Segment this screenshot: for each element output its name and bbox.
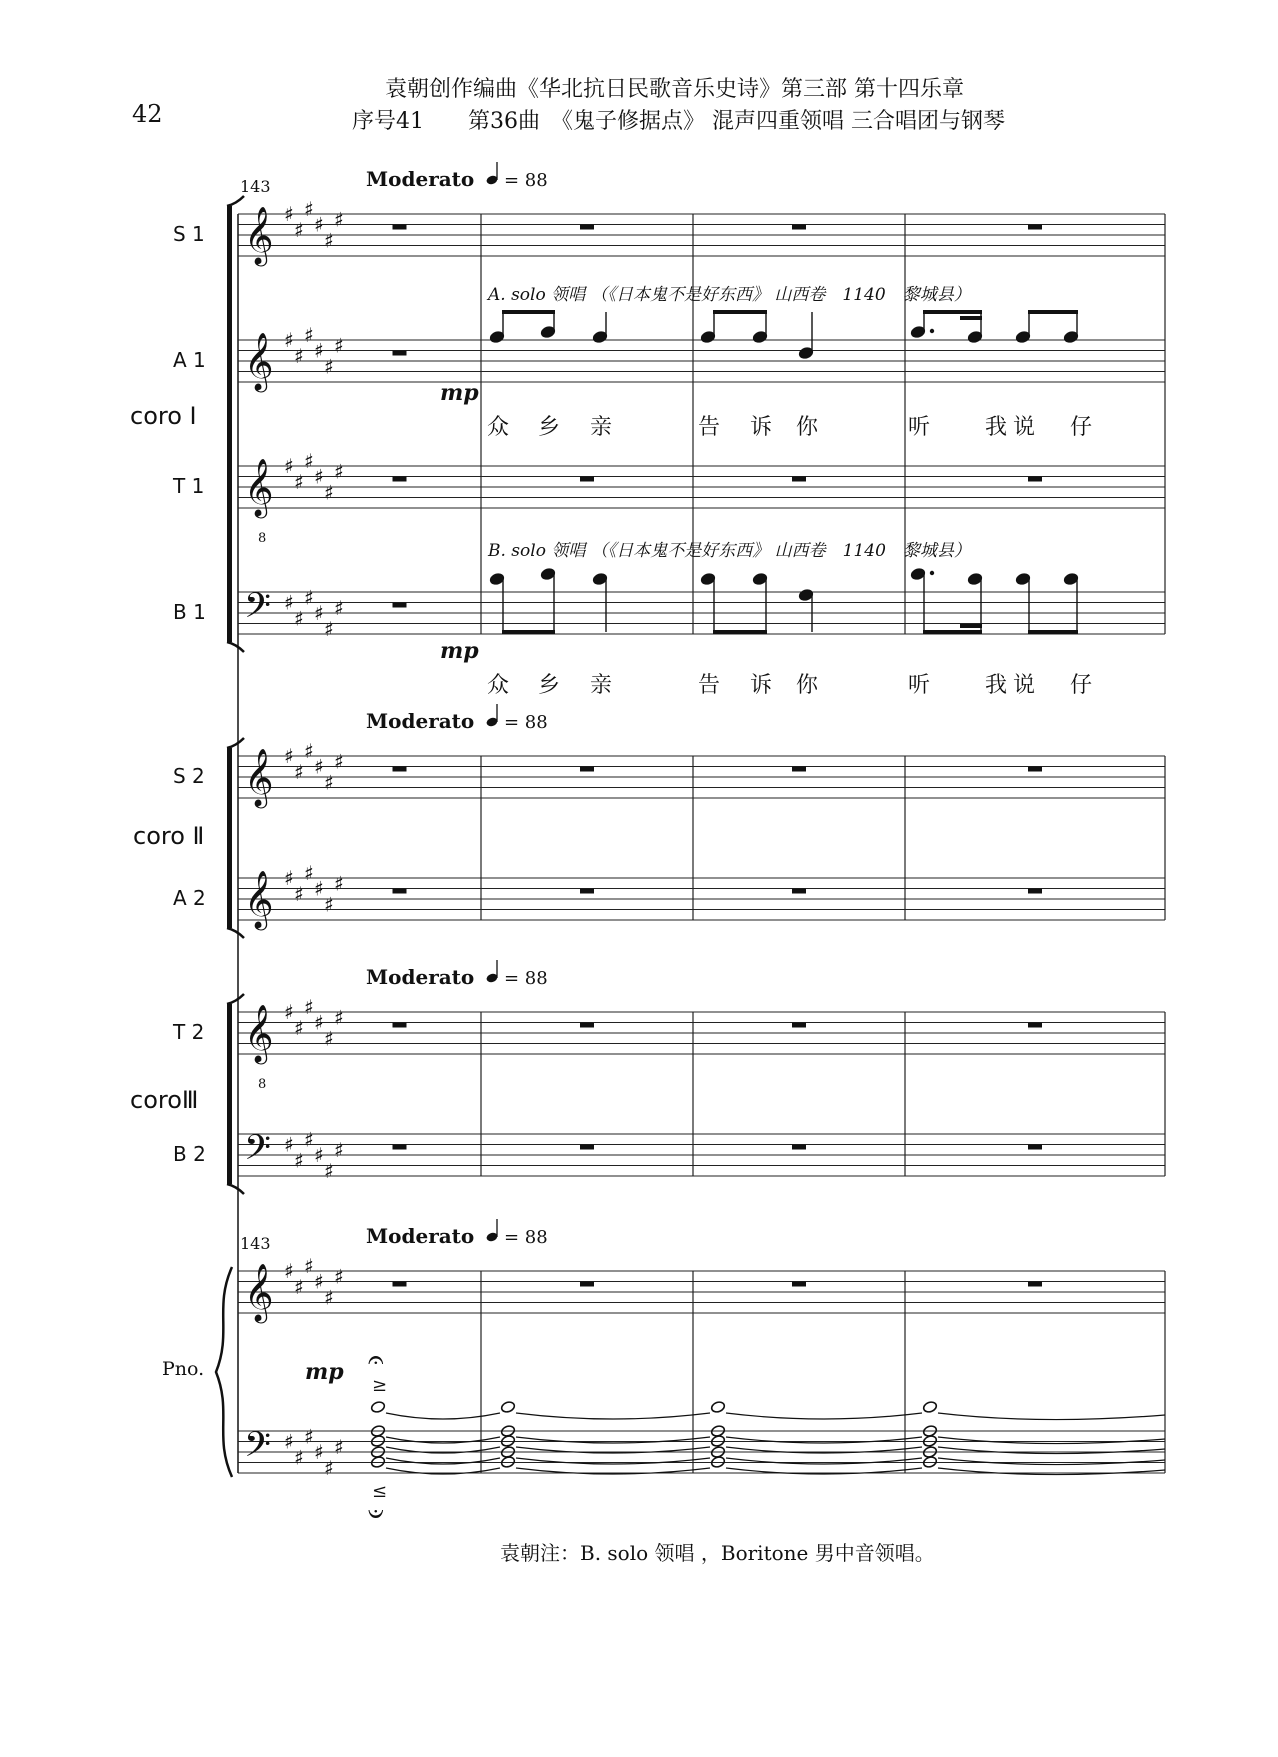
choir-label-coro2: coro Ⅱ [133,822,205,850]
sharp-sign: ♯ [334,207,344,232]
whole-rest [580,889,594,894]
header-subtitle: 序号41 第36曲 《鬼子修据点》 混声四重领唱 三合唱团与钢琴 [352,109,1005,134]
octave-mark: 8 [258,531,267,546]
treble-clef: 𝄞 [244,458,274,516]
sharp-sign: ♯ [284,1132,294,1157]
header-title: 袁朝创作编曲《华北抗日民歌音乐史诗》第三部 第十四乐章 [385,77,964,102]
whole-rest [1028,767,1042,772]
tie [516,1458,710,1464]
whole-rest [792,225,806,230]
bracket-hook [227,738,244,748]
sharp-sign: ♯ [284,590,294,615]
chord-note [370,1400,385,1413]
whole-rest [580,225,594,230]
treble-clef: 𝄞 [244,1004,274,1062]
staff-label-s1: S 1 [173,222,205,246]
staff-label-t1: T 1 [173,474,205,498]
sharp-sign: ♯ [334,871,344,896]
lyric-syllable: 众 [487,673,510,698]
treble-clef: 𝄞 [244,1263,274,1321]
sharp-sign: ♯ [334,1137,344,1162]
measure-number: 143 [240,1234,271,1253]
sharp-sign: ♯ [304,1424,314,1449]
sharp-sign: ♯ [324,1026,334,1051]
fermata: 𝄑 [368,1497,384,1530]
lyric-syllable: 听 [908,415,931,440]
bass-clef: 𝄢 [244,1424,272,1473]
sharp-sign: ♯ [314,1269,324,1294]
staff-label-s2: S 2 [173,764,205,788]
lyric-syllable: 仔 [1070,673,1093,698]
whole-rest [580,1282,594,1287]
chord-note [500,1400,515,1413]
lyric-syllable: 众 [487,415,510,440]
bracket-hook [227,1184,244,1194]
staff-label-b2: B 2 [173,1142,206,1166]
sharp-sign: ♯ [324,228,334,253]
lyric-syllable: 我 [985,673,1008,698]
note-beam [713,630,767,634]
lyric-syllable: 诉 [750,415,773,440]
sharp-sign: ♯ [294,1148,304,1173]
sharp-sign: ♯ [284,328,294,352]
sharp-sign: ♯ [334,459,344,484]
sharp-sign: ♯ [304,448,314,473]
sharp-sign: ♯ [284,1259,294,1283]
sharp-sign: ♯ [304,1253,314,1278]
whole-rest [393,1282,407,1287]
lyric-syllable: 诉 [750,673,773,698]
accent: ≤ [372,1481,388,1502]
whole-rest [1028,1023,1042,1028]
sharp-sign: ♯ [304,860,314,885]
tie [516,1413,710,1419]
lyric-syllable: 告 [698,415,721,440]
sharp-sign: ♯ [284,1429,294,1454]
tie [386,1458,500,1464]
sharp-sign: ♯ [294,881,304,906]
sharp-sign: ♯ [314,754,324,779]
choir-label-coro1: coro Ⅰ [130,402,197,430]
sharp-sign: ♯ [304,1127,314,1152]
tempo-value: = 88 [504,1227,548,1248]
sharp-sign: ♯ [304,196,314,221]
alto-solo-direction: A. solo 领唱 （《日本鬼不是好东西》 山西卷 1140 黎城县） [488,285,971,305]
tie [938,1437,1165,1444]
tie [386,1437,500,1443]
sharp-sign: ♯ [334,333,344,358]
lyric-syllable: 你 [796,673,819,698]
whole-rest [580,1023,594,1028]
sharp-sign: ♯ [284,744,294,768]
choir-label-coro3: coroⅢ [130,1086,199,1114]
sharp-sign: ♯ [314,1440,324,1464]
note-beam [502,310,555,314]
note-beam [1028,630,1078,634]
whole-rest [393,603,407,608]
choir-bracket [227,748,232,928]
staff-label-t2: T 2 [173,1020,205,1044]
whole-rest [1028,477,1042,482]
bass-clef: 𝄢 [244,1127,272,1176]
lyric-syllable: 仔 [1070,415,1093,440]
whole-rest [792,767,806,772]
sharp-sign: ♯ [314,1010,324,1035]
whole-rest [393,477,407,482]
sharp-sign: ♯ [334,1005,344,1030]
choir-bracket [227,206,232,642]
note-beam [502,630,555,634]
dot [930,571,934,575]
whole-rest [792,477,806,482]
dot [930,329,934,333]
lyric-syllable: 听 [908,673,931,698]
accent: ≥ [372,1375,388,1396]
treble-clef: 𝄞 [244,748,274,806]
sharp-sign: ♯ [294,1445,304,1470]
whole-rest [580,477,594,482]
sharp-sign: ♯ [304,322,314,347]
sharp-sign: ♯ [334,749,344,774]
sharp-sign: ♯ [304,738,314,763]
staff-label-b1: B 1 [173,600,206,624]
choir-bracket [227,1004,232,1184]
tempo-text: Moderato [366,965,475,989]
sharp-sign: ♯ [324,354,334,379]
sharp-sign: ♯ [304,585,314,610]
tie [516,1437,710,1443]
whole-rest [393,351,407,356]
dynamic-mp: mp [440,638,479,664]
sharp-sign: ♯ [294,343,304,368]
note-beam [923,630,982,634]
lyric-syllable: 说 [1013,415,1036,440]
note-beam [1028,310,1078,314]
tie [938,1468,1165,1475]
chord-note [922,1400,937,1413]
tempo-value: = 88 [504,712,548,733]
whole-rest [393,1023,407,1028]
tempo-text: Moderato [366,167,475,191]
sharp-sign: ♯ [334,1434,344,1459]
sharp-sign: ♯ [284,1000,294,1024]
lyric-syllable: 亲 [590,415,613,440]
sharp-sign: ♯ [314,601,324,625]
lyric-syllable: 你 [796,415,819,440]
sharp-sign: ♯ [294,759,304,784]
sharp-sign: ♯ [324,616,334,641]
sharp-sign: ♯ [324,480,334,505]
sharp-sign: ♯ [294,1015,304,1040]
octave-mark: 8 [258,1077,267,1092]
piano-dynamic-mp: mp [305,1359,344,1385]
sharp-sign: ♯ [294,469,304,494]
staff-label-a2: A 2 [173,886,206,910]
staff-label-a1: A 1 [173,348,206,372]
tie [726,1458,922,1464]
sharp-sign: ♯ [284,866,294,890]
sharp-sign: ♯ [314,1143,324,1167]
sharp-sign: ♯ [284,454,294,478]
sharp-sign: ♯ [324,1158,334,1183]
tie [938,1458,1165,1465]
whole-rest [393,1145,407,1150]
whole-rest [580,767,594,772]
tempo-value: = 88 [504,170,548,191]
whole-rest [1028,1145,1042,1150]
note-beam [960,316,982,320]
whole-rest [792,889,806,894]
lyric-syllable: 说 [1013,673,1036,698]
treble-clef: 𝄞 [244,332,274,390]
sharp-sign: ♯ [314,464,324,489]
dynamic-mp: mp [440,380,479,406]
whole-rest [792,1282,806,1287]
tie [726,1437,922,1443]
lyric-syllable: 乡 [538,415,561,440]
footnote-text: 袁朝注：B. solo 领唱 ，Boritone 男中音领唱。 [500,1541,935,1565]
note-beam [713,310,767,314]
note-beam [923,310,982,314]
sharp-sign: ♯ [324,1285,334,1310]
whole-rest [1028,889,1042,894]
measure-number: 143 [240,177,271,196]
sharp-sign: ♯ [324,1455,334,1480]
tempo-text: Moderato [366,709,475,733]
sharp-sign: ♯ [284,202,294,226]
whole-rest [393,889,407,894]
bass-solo-direction: B. solo 领唱 （《日本鬼不是好东西》 山西卷 1140 黎城县） [488,541,971,561]
page-number: 42 [132,100,163,128]
whole-rest [792,1023,806,1028]
bracket-hook [227,196,244,206]
sharp-sign: ♯ [324,892,334,917]
sharp-sign: ♯ [294,1274,304,1299]
lyric-syllable: 亲 [590,673,613,698]
bracket-hook [227,994,244,1004]
treble-clef: 𝄞 [244,870,274,928]
whole-rest [792,1145,806,1150]
note-beam [960,624,982,628]
tie [938,1413,1165,1420]
chord-note [710,1400,725,1413]
whole-rest [1028,1282,1042,1287]
lyric-syllable: 乡 [538,673,561,698]
lyric-syllable: 告 [698,673,721,698]
staff-label-pno: Pno. [162,1358,205,1380]
fermata: 𝄐 [368,1343,384,1376]
bracket-hook [227,928,244,938]
whole-rest [393,767,407,772]
bracket-hook [227,642,244,652]
tempo-text: Moderato [366,1224,475,1248]
sharp-sign: ♯ [314,212,324,237]
lyric-syllable: 我 [985,415,1008,440]
whole-rest [1028,225,1042,230]
sharp-sign: ♯ [294,217,304,242]
sharp-sign: ♯ [314,876,324,901]
sharp-sign: ♯ [324,770,334,795]
whole-rest [393,225,407,230]
tempo-value: = 88 [504,968,548,989]
sharp-sign: ♯ [314,338,324,363]
bass-clef: 𝄢 [244,585,272,634]
sharp-sign: ♯ [334,1264,344,1289]
treble-clef: 𝄞 [244,206,274,264]
sharp-sign: ♯ [304,994,314,1019]
tie [938,1447,1165,1454]
sharp-sign: ♯ [334,595,344,620]
piano-brace [216,1267,232,1477]
whole-rest [580,1145,594,1150]
sharp-sign: ♯ [294,606,304,631]
tie [386,1413,500,1419]
tie [726,1413,922,1419]
